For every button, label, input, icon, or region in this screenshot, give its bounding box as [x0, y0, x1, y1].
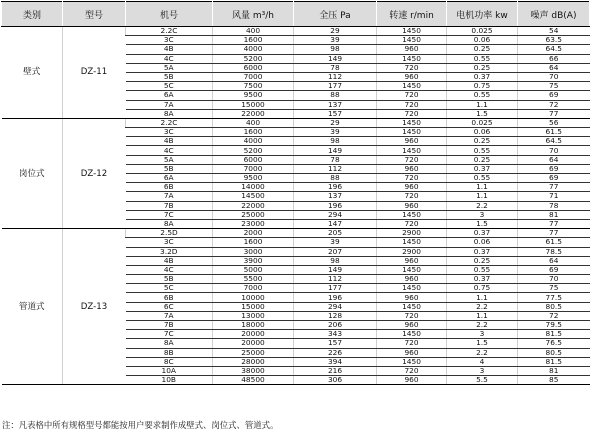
speed-cell: 960: [377, 348, 447, 357]
pressure-cell: 343: [294, 330, 377, 339]
speed-cell: 1450: [377, 54, 447, 63]
footnote: 注：凡表格中所有规格型号都能按用户要求制作成壁式、岗位式、管道式。: [2, 420, 279, 430]
noise-cell: 70: [518, 72, 590, 81]
noise-cell: 76.5: [518, 339, 590, 348]
speed-cell: 960: [377, 376, 447, 385]
noise-cell: 80.5: [518, 302, 590, 311]
noise-cell: 61.5: [518, 128, 590, 137]
motor-power-cell: 1.1: [447, 183, 518, 192]
machine-no-cell: 5A: [126, 155, 213, 164]
airflow-cell: 3900: [213, 256, 294, 265]
airflow-cell: 400: [213, 27, 294, 36]
motor-power-cell: 0.06: [447, 238, 518, 247]
motor-power-cell: 3: [447, 330, 518, 339]
machine-no-cell: 10B: [126, 376, 213, 385]
airflow-cell: 14000: [213, 183, 294, 192]
airflow-cell: 13000: [213, 311, 294, 320]
machine-no-cell: 7A: [126, 311, 213, 320]
noise-cell: 69: [518, 91, 590, 100]
speed-cell: 1450: [377, 146, 447, 155]
noise-cell: 77.5: [518, 293, 590, 302]
airflow-cell: 4000: [213, 137, 294, 146]
noise-cell: 85: [518, 376, 590, 385]
category-cell: 岗位式: [2, 118, 63, 228]
noise-cell: 79.5: [518, 321, 590, 330]
noise-cell: 75: [518, 82, 590, 91]
machine-no-cell: 4B: [126, 256, 213, 265]
airflow-cell: 3000: [213, 247, 294, 256]
airflow-cell: 5200: [213, 54, 294, 63]
machine-no-cell: 2.2C: [126, 27, 213, 36]
motor-power-cell: 0.55: [447, 174, 518, 183]
noise-cell: 72: [518, 311, 590, 320]
model-cell: DZ-11: [63, 27, 126, 119]
motor-power-cell: 0.75: [447, 284, 518, 293]
motor-power-cell: 1.5: [447, 339, 518, 348]
motor-power-cell: 0.06: [447, 36, 518, 45]
pressure-cell: 29: [294, 27, 377, 36]
speed-cell: 960: [377, 256, 447, 265]
pressure-cell: 294: [294, 210, 377, 219]
speed-cell: 2900: [377, 247, 447, 256]
machine-no-cell: 5A: [126, 63, 213, 72]
noise-cell: 70: [518, 275, 590, 284]
pressure-cell: 157: [294, 339, 377, 348]
motor-power-cell: 0.06: [447, 128, 518, 137]
speed-cell: 1450: [377, 36, 447, 45]
noise-cell: 81: [518, 366, 590, 375]
motor-power-cell: 1.1: [447, 100, 518, 109]
machine-no-cell: 3C: [126, 128, 213, 137]
speed-cell: 720: [377, 91, 447, 100]
machine-no-cell: 2.2C: [126, 118, 213, 127]
machine-no-cell: 8A: [126, 339, 213, 348]
airflow-cell: 9500: [213, 174, 294, 183]
speed-cell: 720: [377, 192, 447, 201]
noise-cell: 61.5: [518, 238, 590, 247]
machine-no-cell: 8B: [126, 348, 213, 357]
pressure-cell: 294: [294, 302, 377, 311]
pressure-cell: 394: [294, 357, 377, 366]
speed-cell: 960: [377, 275, 447, 284]
pressure-cell: 39: [294, 128, 377, 137]
machine-no-cell: 10A: [126, 366, 213, 375]
pressure-cell: 98: [294, 137, 377, 146]
speed-cell: 720: [377, 109, 447, 118]
machine-no-cell: 8A: [126, 219, 213, 228]
noise-cell: 64: [518, 155, 590, 164]
header-row: [2, 2, 590, 27]
machine-no-cell: 8A: [126, 109, 213, 118]
speed-cell: 960: [377, 137, 447, 146]
motor-power-cell: 0.25: [447, 63, 518, 72]
table-row: [2, 229, 590, 238]
noise-cell: 80.5: [518, 348, 590, 357]
machine-no-cell: 2.5D: [126, 229, 213, 238]
machine-no-cell: 4C: [126, 54, 213, 63]
speed-cell: 720: [377, 339, 447, 348]
header-noise: 噪声 dB(A): [518, 2, 590, 27]
airflow-cell: 2000: [213, 229, 294, 238]
airflow-cell: 7000: [213, 72, 294, 81]
motor-power-cell: 2.2: [447, 302, 518, 311]
noise-cell: 69: [518, 174, 590, 183]
noise-cell: 71: [518, 192, 590, 201]
noise-cell: 69: [518, 164, 590, 173]
table-body: [2, 27, 590, 385]
machine-no-cell: 5B: [126, 164, 213, 173]
noise-cell: 77: [518, 229, 590, 238]
machine-no-cell: 6A: [126, 91, 213, 100]
speed-cell: 720: [377, 155, 447, 164]
motor-power-cell: 0.75: [447, 82, 518, 91]
airflow-cell: 25000: [213, 210, 294, 219]
table-row: [2, 27, 590, 36]
pressure-cell: 112: [294, 72, 377, 81]
motor-power-cell: 0.37: [447, 247, 518, 256]
noise-cell: 64: [518, 256, 590, 265]
airflow-cell: 14500: [213, 192, 294, 201]
pressure-cell: 128: [294, 311, 377, 320]
airflow-cell: 15000: [213, 100, 294, 109]
speed-cell: 960: [377, 201, 447, 210]
speed-cell: 1450: [377, 238, 447, 247]
speed-cell: 1450: [377, 118, 447, 127]
pressure-cell: 196: [294, 183, 377, 192]
airflow-cell: 25000: [213, 348, 294, 357]
header-airflow: 风量 m³/h: [213, 2, 294, 27]
pressure-cell: 196: [294, 201, 377, 210]
airflow-cell: 28000: [213, 357, 294, 366]
machine-no-cell: 4B: [126, 137, 213, 146]
motor-power-cell: 3: [447, 210, 518, 219]
machine-no-cell: 4C: [126, 265, 213, 274]
airflow-cell: 1600: [213, 36, 294, 45]
category-cell: 壁式: [2, 27, 63, 119]
machine-no-cell: 7B: [126, 201, 213, 210]
pressure-cell: 177: [294, 82, 377, 91]
noise-cell: 64.5: [518, 137, 590, 146]
noise-cell: 81.5: [518, 330, 590, 339]
motor-power-cell: 0.37: [447, 229, 518, 238]
speed-cell: 2900: [377, 229, 447, 238]
machine-no-cell: 6B: [126, 183, 213, 192]
machine-no-cell: 5C: [126, 82, 213, 91]
header-model: 型号: [63, 2, 126, 27]
speed-cell: 1450: [377, 82, 447, 91]
category-cell: 管道式: [2, 229, 63, 385]
airflow-cell: 48500: [213, 376, 294, 385]
noise-cell: 78.5: [518, 247, 590, 256]
noise-cell: 77: [518, 219, 590, 228]
speed-cell: 960: [377, 321, 447, 330]
motor-power-cell: 0.37: [447, 72, 518, 81]
motor-power-cell: 2.2: [447, 348, 518, 357]
pressure-cell: 88: [294, 174, 377, 183]
noise-cell: 63.5: [518, 36, 590, 45]
speed-cell: 960: [377, 293, 447, 302]
motor-power-cell: 0.25: [447, 256, 518, 265]
noise-cell: 69: [518, 265, 590, 274]
speed-cell: 720: [377, 311, 447, 320]
speed-cell: 1450: [377, 128, 447, 137]
noise-cell: 56: [518, 118, 590, 127]
pressure-cell: 205: [294, 229, 377, 238]
noise-cell: 64: [518, 63, 590, 72]
airflow-cell: 1600: [213, 238, 294, 247]
airflow-cell: 7500: [213, 82, 294, 91]
motor-power-cell: 0.55: [447, 91, 518, 100]
noise-cell: 77: [518, 109, 590, 118]
speed-cell: 720: [377, 366, 447, 375]
machine-no-cell: 8C: [126, 357, 213, 366]
airflow-cell: 10000: [213, 293, 294, 302]
pressure-cell: 39: [294, 238, 377, 247]
airflow-cell: 1600: [213, 128, 294, 137]
noise-cell: 81: [518, 210, 590, 219]
motor-power-cell: 1.5: [447, 219, 518, 228]
pressure-cell: 207: [294, 247, 377, 256]
motor-power-cell: 0.025: [447, 27, 518, 36]
speed-cell: 1450: [377, 357, 447, 366]
airflow-cell: 9500: [213, 91, 294, 100]
airflow-cell: 5200: [213, 146, 294, 155]
pressure-cell: 149: [294, 265, 377, 274]
airflow-cell: 7000: [213, 164, 294, 173]
pressure-cell: 39: [294, 36, 377, 45]
speed-cell: 1450: [377, 302, 447, 311]
motor-power-cell: 0.37: [447, 275, 518, 284]
machine-no-cell: 3C: [126, 238, 213, 247]
motor-power-cell: 0.025: [447, 118, 518, 127]
motor-power-cell: 2.2: [447, 201, 518, 210]
motor-power-cell: 4: [447, 357, 518, 366]
machine-no-cell: 5C: [126, 284, 213, 293]
noise-cell: 54: [518, 27, 590, 36]
machine-no-cell: 6B: [126, 293, 213, 302]
pressure-cell: 137: [294, 100, 377, 109]
header-category: 类别: [2, 2, 63, 27]
pressure-cell: 88: [294, 91, 377, 100]
machine-no-cell: 7C: [126, 330, 213, 339]
speed-cell: 720: [377, 174, 447, 183]
airflow-cell: 20000: [213, 330, 294, 339]
noise-cell: 75: [518, 284, 590, 293]
machine-no-cell: 6C: [126, 302, 213, 311]
airflow-cell: 4000: [213, 45, 294, 54]
motor-power-cell: 5.5: [447, 376, 518, 385]
machine-no-cell: 5B: [126, 72, 213, 81]
model-cell: DZ-13: [63, 229, 126, 385]
model-cell: DZ-12: [63, 118, 126, 228]
header-pressure: 全压 Pa: [294, 2, 377, 27]
noise-cell: 64.5: [518, 45, 590, 54]
pressure-cell: 216: [294, 366, 377, 375]
pressure-cell: 29: [294, 118, 377, 127]
motor-power-cell: 0.25: [447, 155, 518, 164]
pressure-cell: 149: [294, 146, 377, 155]
machine-no-cell: 6A: [126, 174, 213, 183]
speed-cell: 960: [377, 45, 447, 54]
pressure-cell: 226: [294, 348, 377, 357]
table-row: [2, 118, 590, 127]
machine-no-cell: 5B: [126, 275, 213, 284]
speed-cell: 1450: [377, 284, 447, 293]
airflow-cell: 5000: [213, 265, 294, 274]
motor-power-cell: 1.5: [447, 109, 518, 118]
fan-spec-table: [1, 1, 590, 385]
noise-cell: 78: [518, 201, 590, 210]
motor-power-cell: 3: [447, 366, 518, 375]
airflow-cell: 20000: [213, 339, 294, 348]
machine-no-cell: 3.2D: [126, 247, 213, 256]
header-machine-no: 机号: [126, 2, 213, 27]
airflow-cell: 5500: [213, 275, 294, 284]
noise-cell: 70: [518, 146, 590, 155]
speed-cell: 720: [377, 219, 447, 228]
speed-cell: 1450: [377, 330, 447, 339]
pressure-cell: 149: [294, 54, 377, 63]
pressure-cell: 306: [294, 376, 377, 385]
speed-cell: 960: [377, 183, 447, 192]
pressure-cell: 196: [294, 293, 377, 302]
speed-cell: 1450: [377, 27, 447, 36]
noise-cell: 66: [518, 54, 590, 63]
motor-power-cell: 0.55: [447, 265, 518, 274]
pressure-cell: 177: [294, 284, 377, 293]
airflow-cell: 23000: [213, 219, 294, 228]
pressure-cell: 112: [294, 164, 377, 173]
airflow-cell: 22000: [213, 109, 294, 118]
machine-no-cell: 7B: [126, 321, 213, 330]
motor-power-cell: 0.37: [447, 164, 518, 173]
pressure-cell: 157: [294, 109, 377, 118]
pressure-cell: 78: [294, 63, 377, 72]
noise-cell: 77: [518, 183, 590, 192]
airflow-cell: 18000: [213, 321, 294, 330]
pressure-cell: 206: [294, 321, 377, 330]
airflow-cell: 7000: [213, 284, 294, 293]
machine-no-cell: 4B: [126, 45, 213, 54]
motor-power-cell: 0.55: [447, 54, 518, 63]
motor-power-cell: 1.1: [447, 192, 518, 201]
pressure-cell: 112: [294, 275, 377, 284]
noise-cell: 72: [518, 100, 590, 109]
pressure-cell: 147: [294, 219, 377, 228]
motor-power-cell: 0.55: [447, 146, 518, 155]
pressure-cell: 98: [294, 45, 377, 54]
speed-cell: 960: [377, 164, 447, 173]
machine-no-cell: 7C: [126, 210, 213, 219]
motor-power-cell: 1.1: [447, 293, 518, 302]
machine-no-cell: 4C: [126, 146, 213, 155]
speed-cell: 1450: [377, 210, 447, 219]
header-motor-power: 电机功率 kw: [447, 2, 518, 27]
pressure-cell: 98: [294, 256, 377, 265]
speed-cell: 1450: [377, 265, 447, 274]
airflow-cell: 15000: [213, 302, 294, 311]
airflow-cell: 6000: [213, 155, 294, 164]
pressure-cell: 78: [294, 155, 377, 164]
airflow-cell: 38000: [213, 366, 294, 375]
motor-power-cell: 0.25: [447, 137, 518, 146]
speed-cell: 720: [377, 100, 447, 109]
speed-cell: 960: [377, 72, 447, 81]
machine-no-cell: 7A: [126, 100, 213, 109]
motor-power-cell: 1.1: [447, 311, 518, 320]
speed-cell: 720: [377, 63, 447, 72]
machine-no-cell: 7A: [126, 192, 213, 201]
pressure-cell: 137: [294, 192, 377, 201]
airflow-cell: 22000: [213, 201, 294, 210]
header-speed: 转速 r/min: [377, 2, 447, 27]
motor-power-cell: 2.2: [447, 321, 518, 330]
noise-cell: 81.5: [518, 357, 590, 366]
motor-power-cell: 0.25: [447, 45, 518, 54]
machine-no-cell: 3C: [126, 36, 213, 45]
airflow-cell: 400: [213, 118, 294, 127]
airflow-cell: 6000: [213, 63, 294, 72]
